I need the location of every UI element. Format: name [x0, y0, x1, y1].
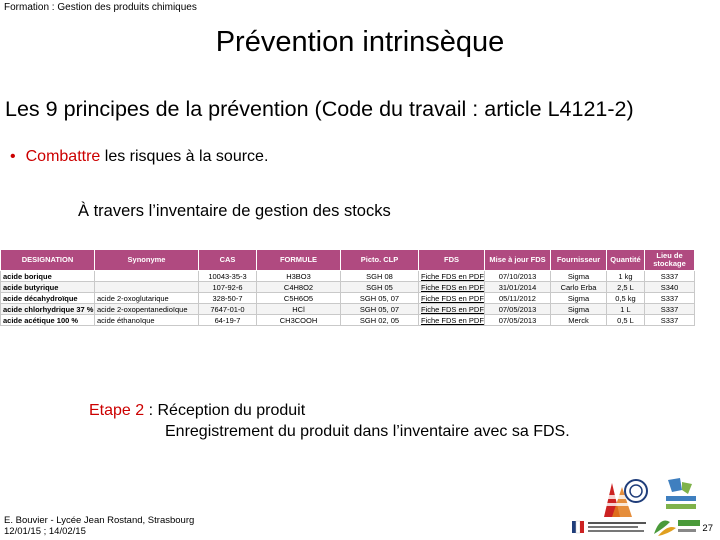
fds-link[interactable]: Fiche FDS en PDF [419, 282, 485, 293]
cell-supplier: Sigma [551, 293, 607, 304]
cell-formula: HCl [257, 304, 341, 315]
column-header: CAS [199, 250, 257, 271]
cell-quantity: 0,5 kg [607, 293, 645, 304]
fds-link[interactable]: Fiche FDS en PDF [419, 271, 485, 282]
table-row [1, 293, 695, 304]
cell-supplier: Sigma [551, 304, 607, 315]
slide-title: Prévention intrinsèque [215, 26, 505, 58]
inventory-table [0, 249, 695, 326]
cell-storage: S337 [645, 271, 695, 282]
region-alsace-logo [658, 476, 704, 514]
cell-quantity: 1 L [607, 304, 645, 315]
bullet-dot-icon: • [10, 148, 16, 165]
column-header: FDS [419, 250, 485, 271]
cell-designation: acide acétique 100 % [1, 315, 95, 326]
cell-cas: 107-92-6 [199, 282, 257, 293]
bullet-highlight: Combattre [25, 148, 101, 165]
column-header: Synonyme [95, 250, 199, 271]
cell-formula: C5H6O5 [257, 293, 341, 304]
cell-designation: acide borique [1, 271, 95, 282]
tredi-logo [650, 514, 704, 538]
cell-update: 31/01/2014 [485, 282, 551, 293]
cell-designation: acide décahydroïque [1, 293, 95, 304]
cell-update: 05/11/2012 [485, 293, 551, 304]
bullet-item [10, 148, 268, 166]
cell-synonym [95, 271, 199, 282]
cell-picto: SGH 05, 07 [341, 293, 419, 304]
table-header-row [1, 250, 695, 271]
cell-designation: acide chlorhydrique 37 % [1, 304, 95, 315]
column-header: Picto. CLP [341, 250, 419, 271]
cell-formula: H3BO3 [257, 271, 341, 282]
cell-formula: CH3COOH [257, 315, 341, 326]
cell-storage: S337 [645, 315, 695, 326]
cell-storage: S340 [645, 282, 695, 293]
table-row [1, 271, 695, 282]
cell-quantity: 2,5 L [607, 282, 645, 293]
cell-storage: S337 [645, 293, 695, 304]
page-number: 27 [702, 523, 713, 534]
cell-update: 07/05/2013 [485, 315, 551, 326]
cell-picto: SGH 05 [341, 282, 419, 293]
cell-designation: acide butyrique [1, 282, 95, 293]
table-row [1, 315, 695, 326]
cell-synonym: acide 2-oxoglutarique [95, 293, 199, 304]
table-row [1, 304, 695, 315]
cell-picto: SGH 02, 05 [341, 315, 419, 326]
table-row [1, 282, 695, 293]
cell-picto: SGH 08 [341, 271, 419, 282]
cell-quantity: 1 kg [607, 271, 645, 282]
column-header: DESIGNATION [1, 250, 95, 271]
cell-synonym: acide 2-oxopentanedioïque [95, 304, 199, 315]
seal-logo [623, 478, 649, 504]
cell-storage: S337 [645, 304, 695, 315]
cell-formula: C4H8O2 [257, 282, 341, 293]
cell-supplier: Carlo Erba [551, 282, 607, 293]
fds-link[interactable]: Fiche FDS en PDF [419, 315, 485, 326]
cell-synonym: acide éthanoïque [95, 315, 199, 326]
column-header: Mise à jour FDS [485, 250, 551, 271]
course-header: Formation : Gestion des produits chimiques [4, 2, 197, 13]
step-line-1 [89, 400, 570, 421]
cell-supplier: Merck [551, 315, 607, 326]
cell-update: 07/10/2013 [485, 271, 551, 282]
cell-quantity: 0,5 L [607, 315, 645, 326]
column-header: Fournisseur [551, 250, 607, 271]
cell-cas: 7647-01-0 [199, 304, 257, 315]
cell-supplier: Sigma [551, 271, 607, 282]
slide-subtitle: Les 9 principes de la prévention (Code du travail : article L4121-2) [5, 97, 634, 121]
column-header: FORMULE [257, 250, 341, 271]
fds-link[interactable]: Fiche FDS en PDF [419, 293, 485, 304]
ministere-logo [572, 519, 648, 535]
step-label: Etape 2 [89, 402, 145, 419]
cell-picto: SGH 05, 07 [341, 304, 419, 315]
cell-synonym [95, 282, 199, 293]
cell-cas: 328-50-7 [199, 293, 257, 304]
column-header: Lieu de stockage [645, 250, 695, 271]
step-description [89, 400, 570, 442]
bullet-text: les risques à la source. [100, 148, 269, 165]
cell-cas: 64-19-7 [199, 315, 257, 326]
footer-dates: 12/01/15 ; 14/02/15 [4, 526, 86, 537]
fds-link[interactable]: Fiche FDS en PDF [419, 304, 485, 315]
step-title: : Réception du produit [144, 402, 306, 419]
column-header: Quantité [607, 250, 645, 271]
cell-cas: 10043-35-3 [199, 271, 257, 282]
footer [4, 515, 194, 537]
footer-author: E. Bouvier - Lycée Jean Rostand, Strasbourg [4, 515, 195, 526]
cell-update: 07/05/2013 [485, 304, 551, 315]
inventory-caption: À travers l’inventaire de gestion des stocks [78, 202, 391, 220]
step-line-2: Enregistrement du produit dans l’inventaire avec sa FDS. [165, 423, 570, 440]
